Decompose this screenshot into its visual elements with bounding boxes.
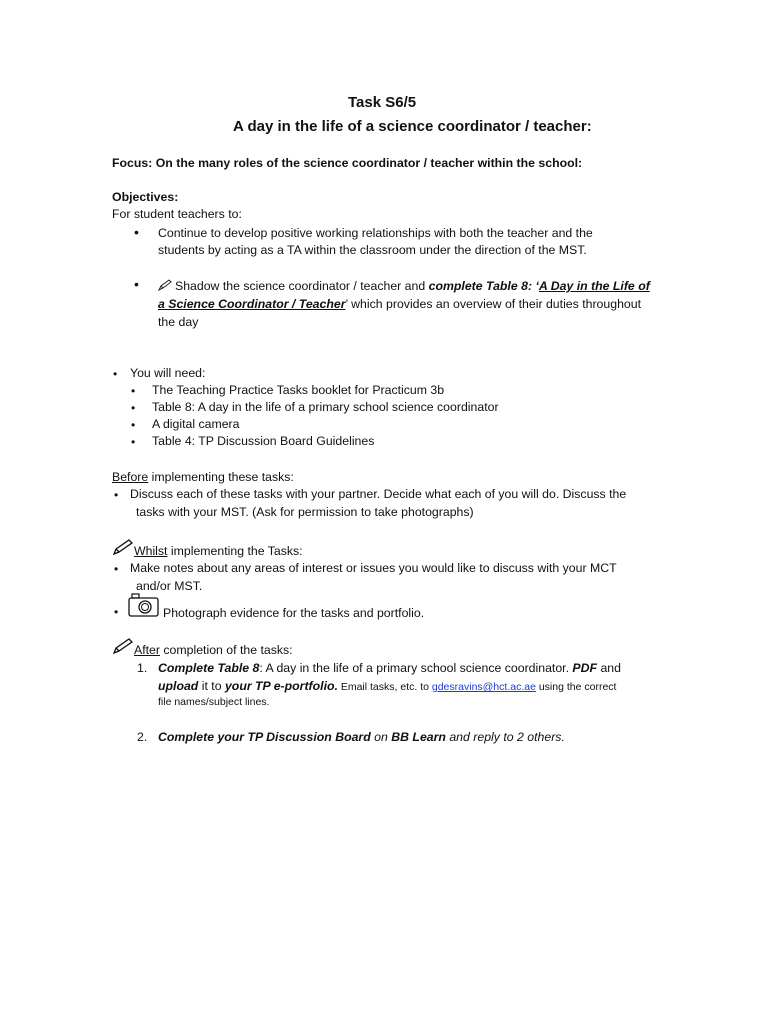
step-2-number: 2. — [137, 730, 148, 744]
bullet-marker: • — [114, 562, 119, 576]
bullet-marker: • — [134, 276, 139, 292]
whilst-rest: implementing the Tasks: — [167, 544, 303, 558]
objective-item-1-line2: students by acting as a TA within the classroom under the direction of the MST. — [158, 243, 587, 257]
objective-item-2-table-title: A Day in the Life of — [538, 279, 650, 293]
objective-item-2-text-cont: ’ which provides an overview of their duties throughout — [345, 297, 641, 311]
objective-item-2-emphasis: complete Table 8: — [428, 279, 533, 293]
whilst-word: Whilst — [134, 544, 168, 558]
before-line2: tasks with your MST. (Ask for permission to take photographs) — [136, 505, 474, 519]
bullet-marker: • — [134, 224, 139, 240]
before-line1: Discuss each of these tasks with your partner. Decide what each of you will do. Discuss the — [130, 487, 627, 501]
need-item-1: The Teaching Practice Tasks booklet for Practicum 3b — [152, 383, 445, 397]
whilst-photo: Photograph evidence for the tasks and portfolio. — [163, 606, 425, 620]
step-1-number: 1. — [137, 661, 148, 675]
step-1-line3: file names/subject lines. — [158, 696, 270, 708]
objective-item-2-line1 — [175, 279, 650, 293]
focus-text: On the many roles of the science coordinator / teacher within the school: — [155, 156, 583, 170]
step-1-eportfolio: your TP e-portfolio. — [224, 679, 338, 693]
objective-item-2-text: Shadow the science coordinator / teacher and — [175, 279, 429, 293]
step-1-description: : A day in the life of a primary school science coordinator. — [259, 661, 573, 675]
bullet-marker: • — [131, 418, 136, 432]
step-1-and: and — [597, 661, 621, 675]
step-1-it-to: it to — [198, 679, 225, 693]
step-2-rest: and reply to 2 others. — [445, 730, 565, 744]
objectives-heading: Objectives: — [112, 190, 179, 204]
focus-line — [112, 156, 582, 170]
objective-item-2-table-title-cont: a Science Coordinator / Teacher — [158, 297, 346, 311]
step-1-action: Complete Table 8 — [158, 661, 260, 675]
camera-icon — [128, 593, 160, 617]
whilst-line2: and/or MST. — [136, 579, 203, 593]
objective-item-2-line2 — [158, 297, 641, 311]
step-2-on: on — [370, 730, 392, 744]
step-1-email-text: Email tasks, etc. to — [337, 681, 432, 693]
need-heading: You will need: — [130, 366, 206, 380]
need-item-2: Table 8: A day in the life of a primary school science coordinator — [152, 400, 499, 414]
whilst-line1: Make notes about any areas of interest or issues you would like to discuss with your MCT — [130, 561, 617, 575]
pencil-icon — [113, 638, 133, 654]
bullet-marker: • — [114, 488, 119, 502]
bullet-marker: • — [131, 435, 136, 449]
pencil-icon — [113, 539, 133, 555]
before-word: Before — [112, 470, 149, 484]
need-item-4: Table 4: TP Discussion Board Guidelines — [152, 434, 375, 448]
bullet-marker: • — [114, 605, 119, 619]
step-1-pdf: PDF — [572, 661, 598, 675]
after-rest: completion of the tasks: — [159, 643, 293, 657]
objective-item-2-quote-open: ‘ — [532, 279, 539, 293]
objective-item-2-line3: the day — [158, 315, 199, 329]
step-2-line — [158, 730, 565, 744]
pencil-icon — [158, 279, 172, 291]
step-1-line2 — [158, 679, 616, 693]
step-2-platform: BB Learn — [391, 730, 446, 744]
task-code: Task S6/5 — [348, 94, 417, 111]
step-1-upload: upload — [158, 679, 199, 693]
bullet-marker: • — [131, 401, 136, 415]
after-heading — [134, 643, 293, 657]
step-1-using: using the correct — [535, 681, 617, 693]
bullet-marker: • — [131, 384, 136, 398]
focus-label: Focus: — [112, 156, 153, 170]
objectives-intro: For student teachers to: — [112, 207, 242, 221]
objective-item-1-line1: Continue to develop positive working relationships with both the teacher and the — [158, 226, 593, 240]
step-1-line1 — [158, 661, 621, 675]
need-item-3: A digital camera — [152, 417, 240, 431]
before-rest: implementing these tasks: — [148, 470, 294, 484]
page-title: A day in the life of a science coordinator / teacher: — [233, 118, 592, 135]
bullet-marker: • — [113, 367, 118, 381]
whilst-heading — [134, 544, 303, 558]
email-link[interactable]: gdesravins@hct.ac.ae — [431, 681, 536, 693]
step-2-action: Complete your TP Discussion Board — [158, 730, 371, 744]
before-heading — [112, 470, 294, 484]
after-word: After — [134, 643, 160, 657]
